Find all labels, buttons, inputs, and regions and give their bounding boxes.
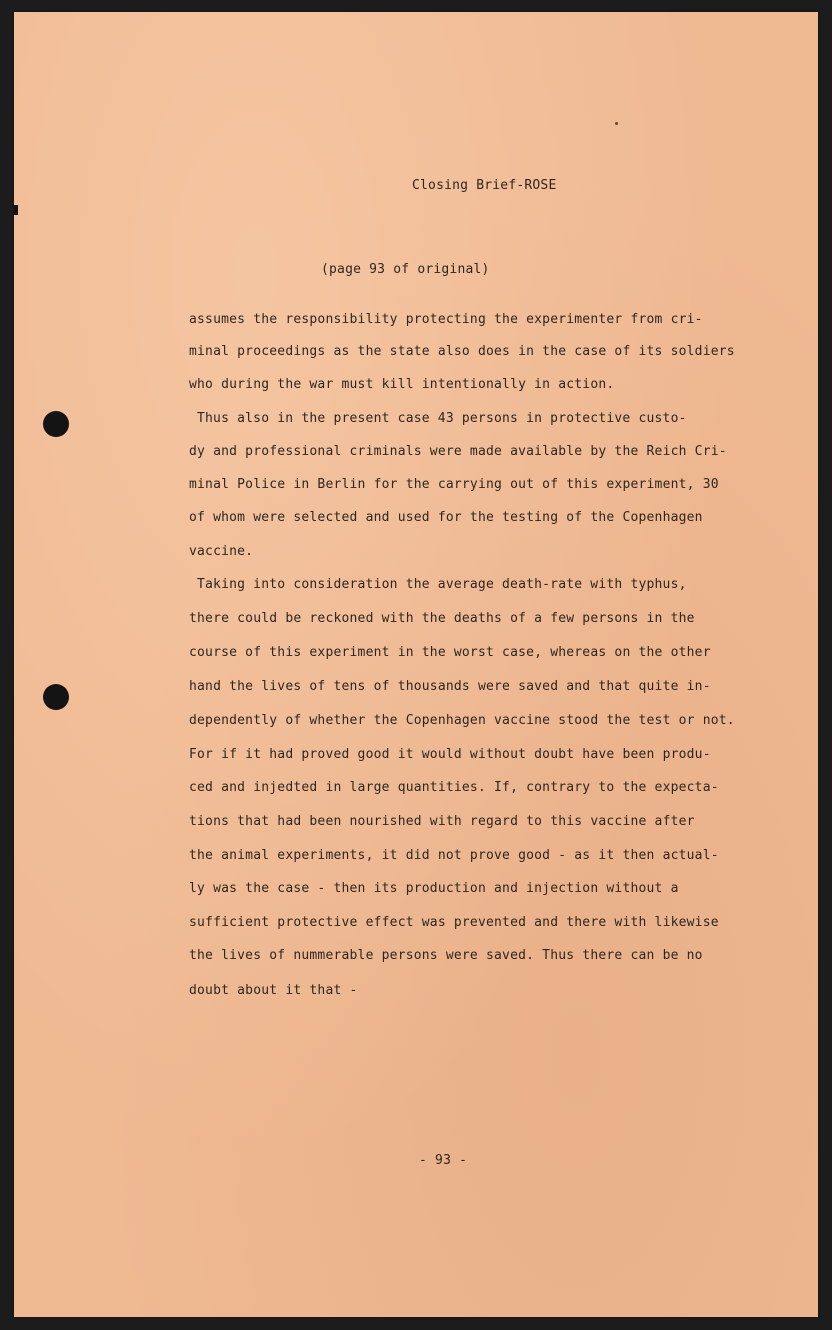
body-line: doubt about it that - bbox=[189, 983, 358, 998]
body-line: Taking into consideration the average death-rate with typhus, bbox=[197, 577, 687, 592]
body-line: assumes the responsibility protecting the experimenter from cri- bbox=[189, 312, 703, 327]
page-reference: (page 93 of original) bbox=[321, 262, 490, 277]
punch-hole bbox=[43, 411, 69, 437]
document-page bbox=[14, 12, 818, 1317]
body-line: course of this experiment in the worst case, whereas on the other bbox=[189, 645, 711, 660]
body-line: the animal experiments, it did not prove good - as it then actual- bbox=[189, 848, 719, 863]
body-line: who during the war must kill intentionally in action. bbox=[189, 377, 615, 392]
paper-speck bbox=[615, 122, 618, 125]
body-line: vaccine. bbox=[189, 544, 254, 559]
edge-mark bbox=[14, 205, 18, 215]
body-line: ced and injedted in large quantities. If, contrary to the expecta- bbox=[189, 780, 719, 795]
body-line: ly was the case - then its production and injection without a bbox=[189, 881, 679, 896]
page-number: - 93 - bbox=[419, 1153, 468, 1168]
body-line: sufficient protective effect was prevented and there with likewise bbox=[189, 915, 719, 930]
body-line: there could be reckoned with the deaths of a few persons in the bbox=[189, 611, 695, 626]
body-line: dependently of whether the Copenhagen vaccine stood the test or not. bbox=[189, 713, 735, 728]
body-line: tions that had been nourished with regard to this vaccine after bbox=[189, 814, 695, 829]
body-line: minal Police in Berlin for the carrying out of this experiment, 30 bbox=[189, 477, 719, 492]
body-line: the lives of nummerable persons were saved. Thus there can be no bbox=[189, 948, 703, 963]
document-header: Closing Brief-ROSE bbox=[412, 178, 557, 193]
body-line: For if it had proved good it would without doubt have been produ- bbox=[189, 747, 711, 762]
body-line: minal proceedings as the state also does in the case of its soldiers bbox=[189, 344, 735, 359]
body-line: dy and professional criminals were made available by the Reich Cri- bbox=[189, 444, 727, 459]
body-line: hand the lives of tens of thousands were saved and that quite in- bbox=[189, 679, 711, 694]
body-line: of whom were selected and used for the testing of the Copenhagen bbox=[189, 510, 703, 525]
punch-hole bbox=[43, 684, 69, 710]
body-line: Thus also in the present case 43 persons in protective custo- bbox=[197, 411, 687, 426]
